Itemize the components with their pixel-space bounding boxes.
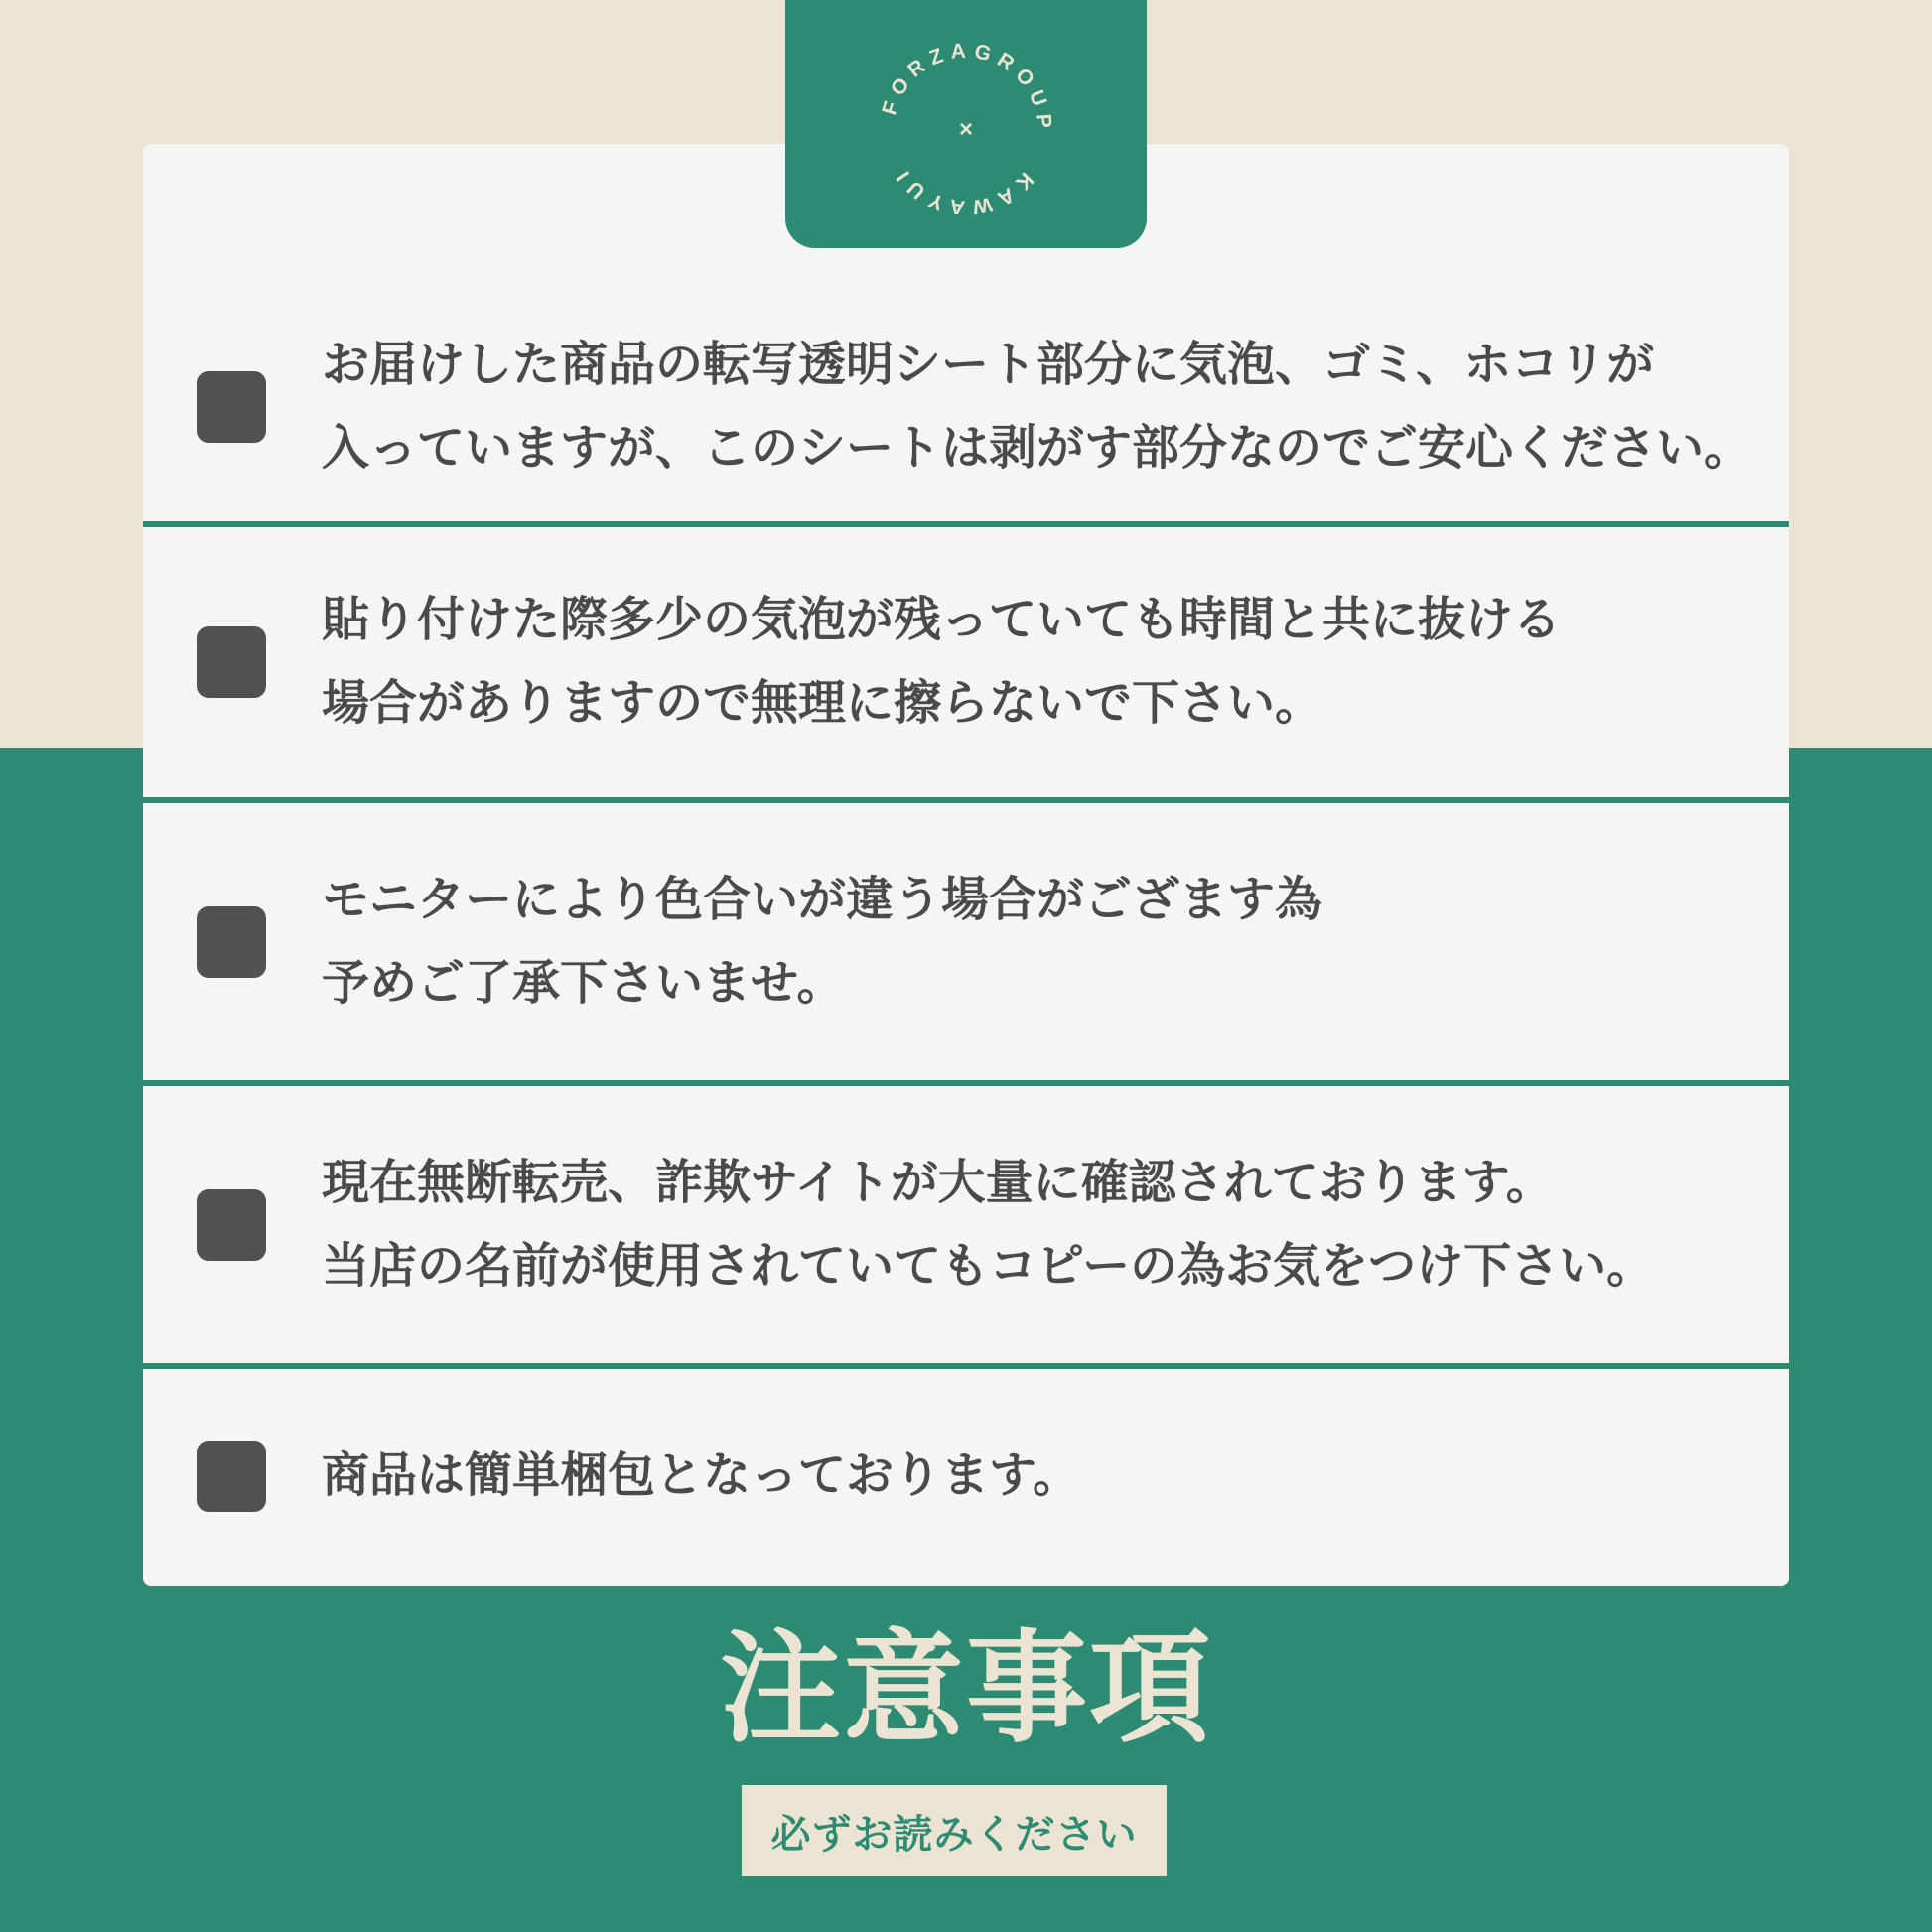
notice-2-line-2: 場合がありますので無理に擦らないで下さい。 xyxy=(322,677,1323,730)
notice-text-5 xyxy=(322,1435,1080,1518)
notice-text-2 xyxy=(322,579,1561,746)
notice-item-2 xyxy=(143,527,1789,797)
notice-3-line-1: モニターにより色合いが違う場合がござます為 xyxy=(322,873,1323,926)
notice-item-5 xyxy=(143,1369,1789,1584)
bullet-square-icon xyxy=(197,371,266,443)
notice-text-4 xyxy=(322,1142,1654,1309)
notice-1-line-2: 入っていますが、このシートは剥がす部分なのでご安心ください。 xyxy=(322,422,1752,475)
notice-2-line-1: 貼り付けた際多少の気泡が残っていても時間と共に抜ける xyxy=(322,594,1562,646)
notice-4-line-1: 現在無断転売、詐欺サイトが大量に確認されております。 xyxy=(322,1156,1554,1209)
bullet-square-icon xyxy=(197,1441,266,1512)
notice-card xyxy=(143,144,1789,1586)
notice-1-line-1: お届けした商品の転写透明シート部分に気泡、ゴミ、ホコリが xyxy=(322,339,1655,391)
notice-text-3 xyxy=(322,859,1322,1026)
brand-bottom-arc-text: KAWAYUI xyxy=(888,161,1038,219)
notice-4-line-2: 当店の名前が使用されていてもコピーの為お気をつけ下さい。 xyxy=(322,1239,1655,1293)
notice-item-3 xyxy=(143,803,1789,1080)
notice-item-4 xyxy=(143,1086,1789,1363)
notice-text-1 xyxy=(322,324,1751,490)
notice-5-line-1: 商品は簡単梱包となっております。 xyxy=(322,1449,1081,1502)
page-title: 注意事項 xyxy=(720,1621,1212,1756)
bullet-square-icon xyxy=(197,626,266,698)
bullet-square-icon xyxy=(197,1189,266,1261)
must-read-banner-text: 必ずお読みください xyxy=(770,1812,1138,1857)
brand-logo-circular-text xyxy=(785,0,1147,248)
brand-badge xyxy=(785,0,1147,248)
brand-x-separator: × xyxy=(958,116,974,143)
bullet-square-icon xyxy=(197,906,266,978)
must-read-banner xyxy=(742,1785,1167,1876)
notice-3-line-2: 予めご了承下さいませ。 xyxy=(322,956,845,1010)
brand-top-arc-text: FORZAGROUP xyxy=(878,39,1056,136)
